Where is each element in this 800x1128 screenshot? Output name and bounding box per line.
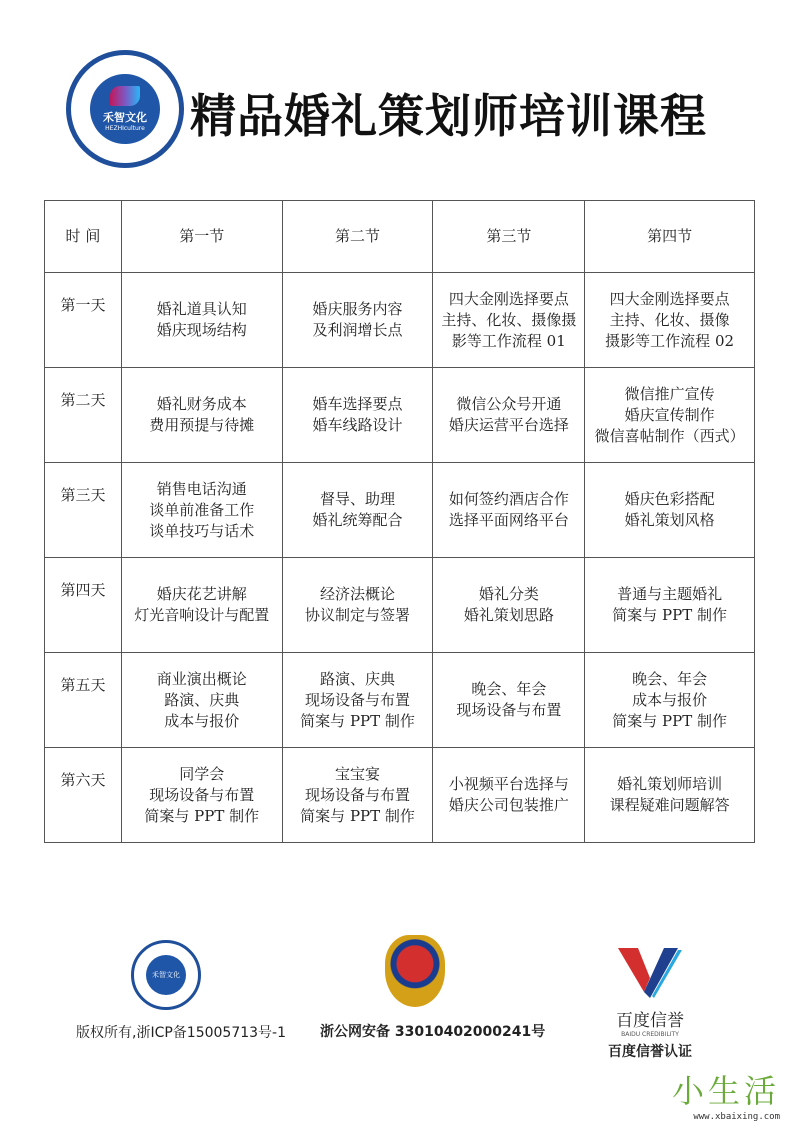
session-line: 商业演出概论 — [156, 669, 247, 688]
hezhi-small-logo — [131, 940, 201, 1010]
session-line: 现场设备与布置 — [305, 785, 411, 804]
session-cell — [282, 558, 433, 653]
session-line: 销售电话沟通 — [156, 479, 247, 498]
column-header: 第三节 — [433, 201, 585, 273]
session-cell — [585, 463, 755, 558]
session-line: 微信推广宣传 — [624, 384, 715, 403]
session-line: 婚庆现场结构 — [156, 321, 247, 339]
session-cell — [433, 368, 585, 463]
session-line: 成本与报价 — [632, 690, 708, 709]
session-line: 简案与 PPT 制作 — [612, 711, 727, 730]
session-cell — [433, 273, 585, 368]
session-line: 婚庆服务内容 — [312, 300, 403, 318]
session-line: 婚礼策划风格 — [624, 511, 715, 529]
session-line: 简案与 PPT 制作 — [612, 606, 727, 624]
course-schedule-table — [44, 200, 755, 843]
session-line: 简案与 PPT 制作 — [300, 711, 415, 730]
copyright-block — [76, 940, 287, 1042]
session-cell — [282, 463, 433, 558]
session-cell — [585, 368, 755, 463]
session-line: 婚礼道具认知 — [156, 300, 247, 318]
day-cell: 第六天 — [45, 748, 122, 843]
session-line: 婚庆宣传制作 — [624, 405, 715, 424]
session-cell — [433, 463, 585, 558]
day-cell: 第五天 — [45, 653, 122, 748]
session-cell — [121, 463, 282, 558]
day-cell: 第二天 — [45, 368, 122, 463]
session-line: 婚礼分类 — [478, 585, 539, 603]
watermark-url: www.xbaixing.com — [693, 1112, 781, 1122]
session-cell — [121, 558, 282, 653]
session-cell — [121, 748, 282, 843]
session-line: 晚会、年会 — [632, 669, 708, 688]
session-line: 现场设备与布置 — [456, 701, 562, 719]
small-logo-text: 禾智文化 — [146, 955, 186, 995]
session-line: 婚礼策划师培训 — [617, 775, 723, 793]
session-line: 谈单技巧与话术 — [149, 521, 255, 540]
session-line: 普通与主题婚礼 — [617, 585, 723, 603]
watermark-text: 小生活 — [672, 1072, 781, 1110]
session-line: 影等工作流程 01 — [451, 331, 566, 350]
session-cell — [282, 748, 433, 843]
watermark — [672, 1066, 780, 1122]
logo-en: HEZHIculture — [105, 125, 145, 132]
column-header: 第二节 — [282, 201, 433, 273]
session-line: 晚会、年会 — [471, 680, 547, 698]
session-cell — [121, 273, 282, 368]
session-line: 路演、庆典 — [320, 669, 396, 688]
session-line: 选择平面网络平台 — [448, 511, 569, 529]
logo-cn: 禾智文化 — [103, 111, 147, 124]
session-line: 现场设备与布置 — [305, 690, 411, 709]
session-cell — [585, 748, 755, 843]
page-title: 精品婚礼策划师培训课程 — [190, 89, 707, 143]
session-line: 主持、化妆、摄像 — [609, 310, 730, 329]
session-line: 灯光音响设计与配置 — [134, 606, 270, 624]
session-line: 督导、助理 — [320, 490, 396, 508]
column-header: 第四节 — [585, 201, 755, 273]
session-line: 四大金刚选择要点 — [609, 289, 730, 308]
session-line: 婚庆公司包装推广 — [448, 796, 569, 814]
session-cell — [282, 653, 433, 748]
session-line: 宝宝宴 — [335, 764, 381, 783]
session-line: 婚车选择要点 — [312, 395, 403, 413]
session-cell — [121, 653, 282, 748]
baidu-cn: 百度信誉 — [616, 1011, 684, 1031]
day-cell: 第三天 — [45, 463, 122, 558]
session-line: 简案与 PPT 制作 — [144, 806, 260, 825]
table-row — [45, 748, 755, 843]
logo-swoosh-icon — [110, 86, 140, 106]
day-cell: 第四天 — [45, 558, 122, 653]
day-cell: 第一天 — [45, 273, 122, 368]
session-line: 及利润增长点 — [312, 321, 403, 339]
session-line: 四大金刚选择要点 — [448, 289, 569, 308]
session-line: 现场设备与布置 — [149, 785, 255, 804]
session-line: 婚礼策划思路 — [463, 606, 554, 624]
session-cell — [282, 368, 433, 463]
table-row — [45, 368, 755, 463]
session-cell — [585, 653, 755, 748]
session-line: 婚礼财务成本 — [156, 395, 247, 413]
session-line: 路演、庆典 — [164, 690, 240, 709]
session-line: 婚车线路设计 — [312, 416, 403, 434]
table-row — [45, 653, 755, 748]
session-line: 婚庆花艺讲解 — [156, 585, 247, 603]
session-cell — [433, 558, 585, 653]
session-line: 摄影等工作流程 02 — [605, 331, 735, 350]
column-header: 时 间 — [45, 201, 122, 273]
session-line: 协议制定与签署 — [305, 606, 411, 624]
icp-text[interactable]: 版权所有,浙ICP备15005713号-1 — [76, 1025, 287, 1041]
police-badge-icon — [385, 935, 445, 1007]
session-line: 如何签约酒店合作 — [448, 490, 569, 508]
session-line: 费用预提与待摊 — [149, 416, 255, 434]
police-block — [320, 935, 546, 1041]
session-line: 经济法概论 — [320, 585, 396, 603]
session-line: 微信喜帖制作（西式） — [594, 426, 745, 445]
table-header-row — [45, 201, 755, 273]
session-cell — [121, 368, 282, 463]
session-line: 婚庆运营平台选择 — [448, 416, 569, 434]
session-cell — [433, 653, 585, 748]
session-line: 简案与 PPT 制作 — [300, 806, 415, 825]
baidu-label[interactable]: 百度信誉认证 — [608, 1044, 692, 1060]
table-row — [45, 558, 755, 653]
table-row — [45, 463, 755, 558]
session-line: 成本与报价 — [164, 711, 240, 730]
session-line: 谈单前准备工作 — [149, 500, 255, 519]
session-line: 小视频平台选择与 — [448, 775, 569, 793]
session-cell — [585, 558, 755, 653]
session-line: 微信公众号开通 — [456, 395, 562, 413]
session-line: 课程疑难问题解答 — [609, 796, 730, 814]
session-line: 婚礼统筹配合 — [312, 511, 403, 529]
police-record-text[interactable]: 浙公网安备 33010402000241号 — [320, 1024, 546, 1040]
session-line: 同学会 — [179, 764, 225, 783]
hezhi-logo — [66, 50, 184, 168]
baidu-v-icon — [618, 948, 682, 998]
session-line: 婚庆色彩搭配 — [624, 490, 715, 508]
session-cell — [282, 273, 433, 368]
baidu-block — [590, 948, 710, 1061]
column-header: 第一节 — [121, 201, 282, 273]
session-cell — [585, 273, 755, 368]
session-line: 主持、化妆、摄像摄 — [441, 310, 577, 329]
table-row — [45, 273, 755, 368]
baidu-en: BAIDU CREDIBILITY — [621, 1031, 679, 1038]
session-cell — [433, 748, 585, 843]
